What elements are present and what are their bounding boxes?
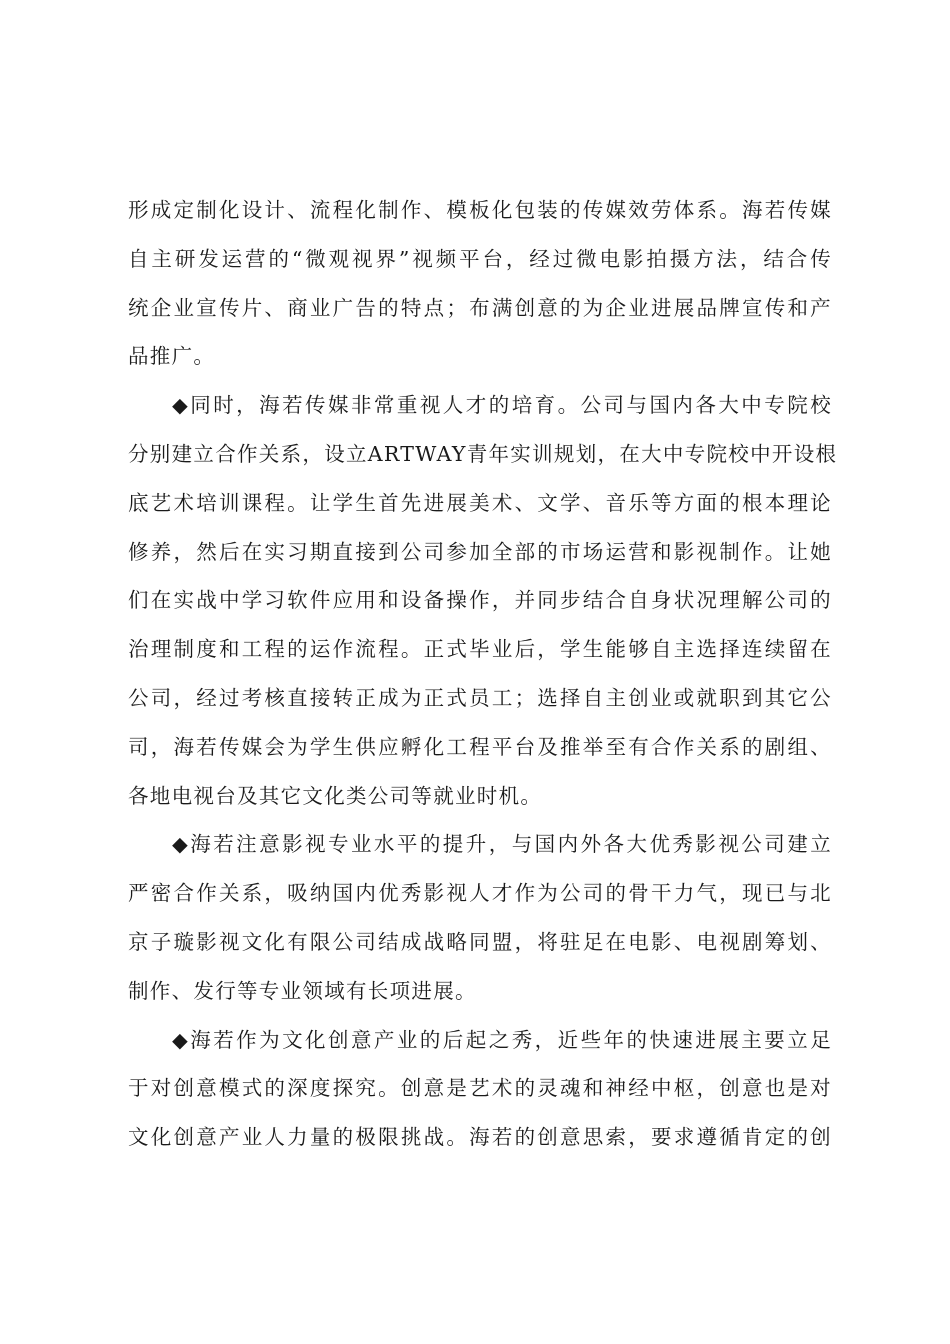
text-line: 治理制度和工程的运作流程。正式毕业后，学生能够自主选择连续留在 <box>128 637 832 662</box>
text-line: 统企业宣传片、商业广告的特点；布满创意的为企业进展品牌宣传和产 <box>128 295 832 320</box>
text-line: 自主研发运营的“微观视界”视频平台，经过微电影拍摄方法，结合传 <box>128 246 832 271</box>
text-line: 分别建立合作关系，设立ARTWAY青年实训规划，在大中专院校中开设根 <box>128 441 838 466</box>
text-line: 品推广。 <box>128 344 216 369</box>
text-line: 形成定制化设计、流程化制作、模板化包装的传媒效劳体系。海若传媒 <box>128 198 832 222</box>
paragraph-professional-level <box>128 820 832 1015</box>
paragraph-creative-industry <box>128 1016 832 1162</box>
text-line: 修养，然后在实习期直接到公司参加全部的市场运营和影视制作。让她 <box>128 539 832 564</box>
text-line: 司，海若传媒会为学生供应孵化工程平台及推举至有合作关系的剧组、 <box>128 734 832 759</box>
text-line: 文化创意产业人力量的极限挑战。海若的创意思索，要求遵循肯定的创 <box>128 1125 832 1150</box>
document-body <box>128 186 838 1162</box>
paragraph-talent-training <box>128 381 838 820</box>
text-line: 京子璇影视文化有限公司结成战略同盟，将驻足在电影、电视剧筹划、 <box>128 929 832 954</box>
text-line: 公司，经过考核直接转正成为正式员工；选择自主创业或就职到其它公 <box>128 685 832 710</box>
text-line: 制作、发行等专业领域有长项进展。 <box>128 978 477 1003</box>
text-line: 底艺术培训课程。让学生首先进展美术、文学、音乐等方面的根本理论 <box>128 490 832 515</box>
text-line: 严密合作关系，吸纳国内优秀影视人才作为公司的骨干力气，现已与北 <box>128 881 832 906</box>
text-line: 于对创意模式的深度探究。创意是艺术的灵魂和神经中枢，创意也是对 <box>128 1076 832 1101</box>
paragraph-media-service-system <box>128 186 832 381</box>
text-line: ◆海若作为文化创意产业的后起之秀，近些年的快速进展主要立足 <box>172 1027 832 1052</box>
text-line: ◆同时，海若传媒非常重视人才的培育。公司与国内各大中专院校 <box>172 393 832 418</box>
text-line: ◆海若注意影视专业水平的提升，与国内外各大优秀影视公司建立 <box>172 832 832 857</box>
text-line: 各地电视台及其它文化类公司等就业时机。 <box>128 783 543 808</box>
text-line: 们在实战中学习软件应用和设备操作，并同步结合自身状况理解公司的 <box>128 588 832 613</box>
